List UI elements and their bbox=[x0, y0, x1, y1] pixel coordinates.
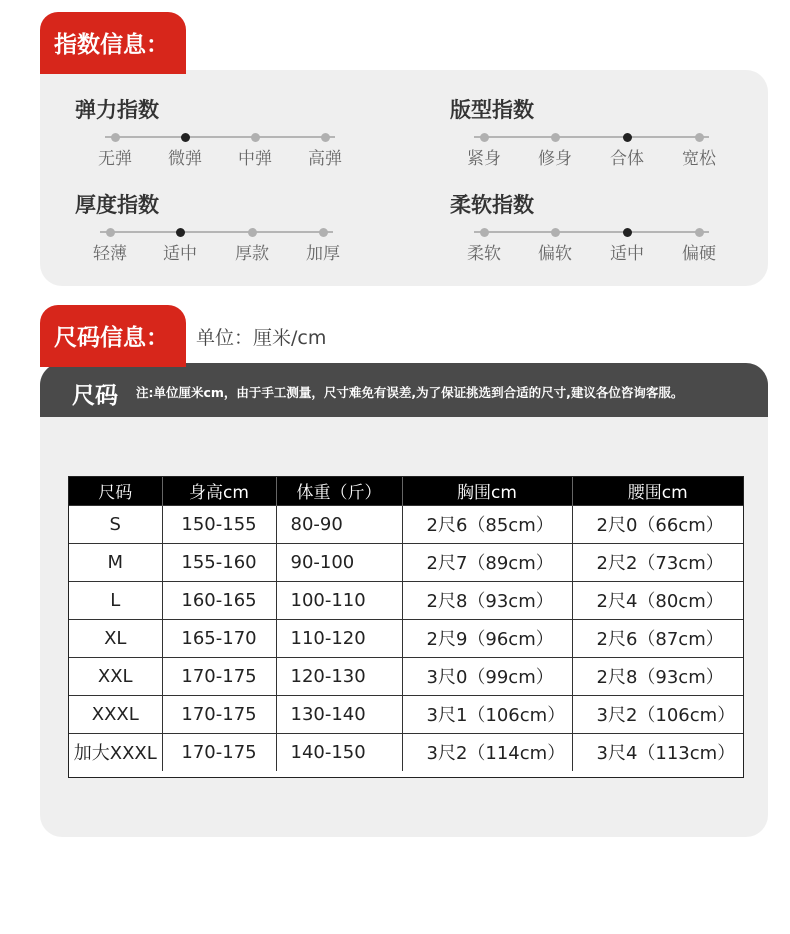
size-header-note: 注:单位厘米cm，由于手工测量，尺寸难免有误差,为了保证挑选到合适的尺寸,建议各位咨询客服。 bbox=[136, 385, 684, 400]
index-title: 柔软指数 bbox=[450, 193, 534, 217]
table-cell: 3尺0（99cm） bbox=[402, 657, 572, 695]
index-option-label: 微弹 bbox=[168, 149, 202, 169]
size-table-box bbox=[68, 476, 744, 778]
table-cell: 3尺1（106cm） bbox=[402, 695, 572, 733]
table-cell: 3尺2（106cm） bbox=[572, 695, 743, 733]
table-cell: XL bbox=[69, 619, 162, 657]
index-dot-selected bbox=[623, 133, 632, 142]
index-scale-line bbox=[474, 231, 709, 233]
index-scale-line bbox=[474, 136, 709, 138]
table-cell: 2尺6（85cm） bbox=[402, 505, 572, 543]
table-cell: XXXL bbox=[69, 695, 162, 733]
table-header-row bbox=[69, 477, 743, 505]
table-cell: 155-160 bbox=[162, 543, 276, 581]
size-info-tab: 尺码信息： bbox=[40, 305, 186, 367]
index-scale-line bbox=[105, 136, 335, 138]
table-cell: 2尺8（93cm） bbox=[572, 657, 743, 695]
table-cell: 加大XXXL bbox=[69, 733, 162, 771]
index-option-label: 无弹 bbox=[98, 149, 132, 169]
column-header: 体重（斤） bbox=[276, 477, 402, 505]
table-row bbox=[69, 619, 743, 657]
index-scale-line bbox=[100, 231, 333, 233]
table-cell: 2尺2（73cm） bbox=[572, 543, 743, 581]
index-option-label: 偏软 bbox=[538, 244, 572, 264]
table-cell: 2尺4（80cm） bbox=[572, 581, 743, 619]
table-cell: 110-120 bbox=[276, 619, 402, 657]
table-cell: 2尺9（96cm） bbox=[402, 619, 572, 657]
table-cell: XXL bbox=[69, 657, 162, 695]
table-cell: 2尺7（89cm） bbox=[402, 543, 572, 581]
index-title: 厚度指数 bbox=[75, 193, 159, 217]
table-cell: 170-175 bbox=[162, 733, 276, 771]
size-panel bbox=[40, 363, 768, 837]
index-option-label: 偏硬 bbox=[682, 244, 716, 264]
index-dot bbox=[251, 133, 260, 142]
table-cell: 80-90 bbox=[276, 505, 402, 543]
index-dot bbox=[319, 228, 328, 237]
table-row bbox=[69, 505, 743, 543]
table-cell: S bbox=[69, 505, 162, 543]
table-cell: 2尺0（66cm） bbox=[572, 505, 743, 543]
index-option-label: 高弹 bbox=[308, 149, 342, 169]
table-row bbox=[69, 581, 743, 619]
table-row bbox=[69, 657, 743, 695]
index-option-label: 中弹 bbox=[238, 149, 272, 169]
index-dot bbox=[695, 133, 704, 142]
size-header-title: 尺码 bbox=[72, 383, 118, 409]
table-cell: L bbox=[69, 581, 162, 619]
index-dot bbox=[106, 228, 115, 237]
table-cell: 3尺2（114cm） bbox=[402, 733, 572, 771]
table-cell: M bbox=[69, 543, 162, 581]
index-dot-selected bbox=[181, 133, 190, 142]
column-header: 胸围cm bbox=[402, 477, 572, 505]
index-dot bbox=[695, 228, 704, 237]
index-option-label: 厚款 bbox=[235, 244, 269, 264]
index-panel bbox=[40, 70, 768, 286]
table-cell: 130-140 bbox=[276, 695, 402, 733]
index-option-label: 紧身 bbox=[467, 149, 501, 169]
index-dot bbox=[111, 133, 120, 142]
index-info-tab: 指数信息： bbox=[40, 12, 186, 74]
index-dot bbox=[480, 133, 489, 142]
table-cell: 100-110 bbox=[276, 581, 402, 619]
table-cell: 160-165 bbox=[162, 581, 276, 619]
table-cell: 3尺4（113cm） bbox=[572, 733, 743, 771]
index-title: 版型指数 bbox=[450, 98, 534, 122]
size-table bbox=[69, 477, 743, 771]
table-cell: 150-155 bbox=[162, 505, 276, 543]
size-header bbox=[40, 363, 768, 417]
table-row bbox=[69, 695, 743, 733]
index-option-label: 适中 bbox=[163, 244, 197, 264]
index-option-label: 宽松 bbox=[682, 149, 716, 169]
table-row bbox=[69, 733, 743, 771]
table-cell: 140-150 bbox=[276, 733, 402, 771]
table-cell: 2尺8（93cm） bbox=[402, 581, 572, 619]
table-cell: 165-170 bbox=[162, 619, 276, 657]
column-header: 尺码 bbox=[69, 477, 162, 505]
table-cell: 2尺6（87cm） bbox=[572, 619, 743, 657]
index-dot-selected bbox=[176, 228, 185, 237]
index-option-label: 柔软 bbox=[467, 244, 501, 264]
table-cell: 120-130 bbox=[276, 657, 402, 695]
unit-label: 单位：厘米/cm bbox=[196, 327, 327, 349]
index-dot bbox=[551, 228, 560, 237]
index-option-label: 加厚 bbox=[306, 244, 340, 264]
index-dot bbox=[248, 228, 257, 237]
table-cell: 90-100 bbox=[276, 543, 402, 581]
index-option-label: 修身 bbox=[538, 149, 572, 169]
index-title: 弹力指数 bbox=[75, 98, 159, 122]
table-cell: 170-175 bbox=[162, 657, 276, 695]
index-option-label: 适中 bbox=[610, 244, 644, 264]
column-header: 身高cm bbox=[162, 477, 276, 505]
index-option-label: 轻薄 bbox=[93, 244, 127, 264]
index-dot bbox=[480, 228, 489, 237]
column-header: 腰围cm bbox=[572, 477, 743, 505]
index-dot bbox=[551, 133, 560, 142]
index-dot-selected bbox=[623, 228, 632, 237]
table-row bbox=[69, 543, 743, 581]
table-cell: 170-175 bbox=[162, 695, 276, 733]
index-option-label: 合体 bbox=[610, 149, 644, 169]
index-dot bbox=[321, 133, 330, 142]
